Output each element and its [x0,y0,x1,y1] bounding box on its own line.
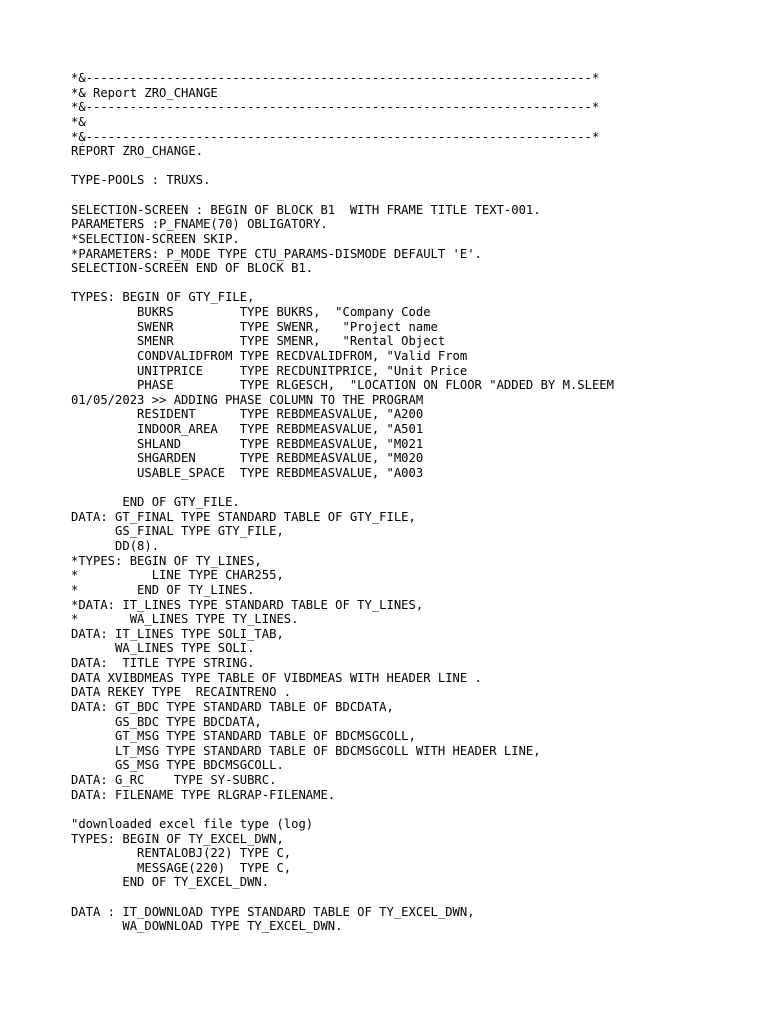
code-line: CONDVALIDFROM TYPE RECDVALIDFROM, "Valid From [71,348,468,363]
code-line: * LINE TYPE CHAR255, [71,568,284,583]
code-line [71,481,751,496]
code-line: DATA: GT_FINAL TYPE STANDARD TABLE OF GTY_FILE, [71,509,416,524]
code-line: PARAMETERS :P_FNAME(70) OBLIGATORY. [71,217,328,232]
code-line [71,188,751,203]
code-line: SWENR TYPE SWENR, "Project name [71,319,438,334]
code-line: WA_DOWNLOAD TYPE TY_EXCEL_DWN. [71,919,343,934]
code-line: SELECTION-SCREEN : BEGIN OF BLOCK B1 WITH FRAME TITLE TEXT-001. [71,202,541,217]
code-line: SHGARDEN TYPE REBDMEASVALUE, "M020 [71,451,424,466]
code-line: SMENR TYPE SMENR, "Rental Object [71,334,446,349]
code-line: DATA: TITLE TYPE STRING. [71,656,255,670]
code-line [71,890,751,905]
code-line: END OF TY_EXCEL_DWN. [71,875,270,890]
code-line: *& [71,114,86,129]
code-line: GT_MSG TYPE STANDARD TABLE OF BDCMSGCOLL, [71,729,416,744]
code-line: USABLE_SPACE TYPE REBDMEASVALUE, "A003 [71,465,424,480]
code-line: *&---------------------------------------------------------------------* [71,71,600,85]
code-line: DATA : IT_DOWNLOAD TYPE STANDARD TABLE OF TY_EXCEL_DWN, [71,904,475,919]
code-line [71,276,751,291]
code-line: DATA REKEY TYPE RECAINTRENO . [71,685,292,700]
code-line: DATA: GT_BDC TYPE STANDARD TABLE OF BDCDATA, [71,699,394,714]
code-line: SELECTION-SCREEN END OF BLOCK B1. [71,261,314,276]
code-line: TYPES: BEGIN OF TY_EXCEL_DWN, [71,831,284,846]
code-line: PHASE TYPE RLGESCH, "LOCATION ON FLOOR "ADDED BY M.SLEEM [71,378,614,393]
code-line [71,159,751,174]
code-line: *TYPES: BEGIN OF TY_LINES, [71,553,262,568]
code-line: *& Report ZRO_CHANGE [71,85,218,100]
code-line: SHLAND TYPE REBDMEASVALUE, "M021 [71,436,424,451]
code-line: GS_FINAL TYPE GTY_FILE, [71,524,284,539]
code-line: DATA: G_RC TYPE SY-SUBRC. [71,773,277,787]
code-line: *&---------------------------------------------------------------------* [71,100,600,115]
code-line: 01/05/2023 >> ADDING PHASE COLUMN TO THE PROGRAM [71,392,424,407]
code-line: DATA: IT_LINES TYPE SOLI_TAB, [71,626,284,641]
code-line: REPORT ZRO_CHANGE. [71,144,204,159]
code-line: END OF GTY_FILE. [71,495,240,510]
code-line: MESSAGE(220) TYPE C, [71,860,292,875]
code-line: DATA: FILENAME TYPE RLGRAP-FILENAME. [71,787,336,802]
code-line: GS_BDC TYPE BDCDATA, [71,714,262,729]
code-line: BUKRS TYPE BUKRS, "Company Code [71,305,431,319]
code-line: *&---------------------------------------------------------------------* [71,129,600,144]
code-line: * END OF TY_LINES. [71,582,255,597]
code-line: * WA_LINES TYPE TY_LINES. [71,612,299,627]
code-line: INDOOR_AREA TYPE REBDMEASVALUE, "A501 [71,422,424,436]
code-line: WA_LINES TYPE SOLI. [71,641,255,656]
code-line: GS_MSG TYPE BDCMSGCOLL. [71,758,284,773]
code-line: TYPE-POOLS : TRUXS. [71,173,211,188]
code-line: DATA XVIBDMEAS TYPE TABLE OF VIBDMEAS WITH HEADER LINE . [71,670,482,685]
code-listing [71,71,751,934]
code-line: *PARAMETERS: P_MODE TYPE CTU_PARAMS-DISMODE DEFAULT 'E'. [71,246,482,261]
code-line: TYPES: BEGIN OF GTY_FILE, [71,290,255,305]
code-line: DD(8). [71,539,160,553]
code-line: LT_MSG TYPE STANDARD TABLE OF BDCMSGCOLL WITH HEADER LINE, [71,743,541,758]
code-line: RESIDENT TYPE REBDMEASVALUE, "A200 [71,407,424,422]
code-line: "downloaded excel file type (log) [71,816,314,831]
document-page [71,71,751,934]
code-line [71,802,751,817]
code-line: UNITPRICE TYPE RECDUNITPRICE, "Unit Price [71,363,468,378]
code-line: RENTALOBJ(22) TYPE C, [71,846,292,861]
code-line: *SELECTION-SCREEN SKIP. [71,231,240,246]
code-line: *DATA: IT_LINES TYPE STANDARD TABLE OF TY_LINES, [71,597,424,612]
